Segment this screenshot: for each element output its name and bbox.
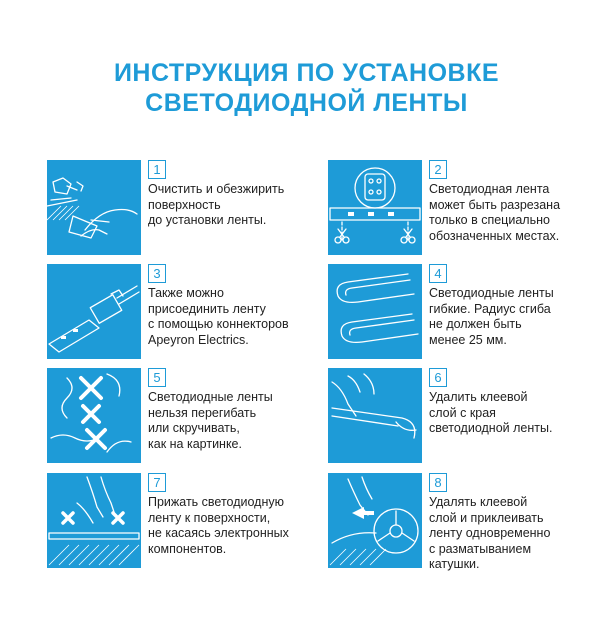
step-7 xyxy=(47,473,317,568)
step-3 xyxy=(47,264,317,359)
step-5 xyxy=(47,368,317,463)
step-text: Также можно присоединить ленту с помощью коннекторов Apeyron Electrics. xyxy=(148,286,289,347)
connector-icon xyxy=(47,264,141,359)
step-number: 7 xyxy=(148,473,166,492)
press-strip-icon xyxy=(47,473,141,568)
step-8 xyxy=(328,473,598,571)
step-number: 2 xyxy=(429,160,447,179)
step-2 xyxy=(328,160,598,255)
cut-marks-icon xyxy=(328,160,422,255)
no-twist-icon xyxy=(47,368,141,463)
step-number: 1 xyxy=(148,160,166,179)
step-text: Светодиодная лента может быть разрезана только в специально обозначенных местах. xyxy=(429,182,561,243)
step-number: 6 xyxy=(429,368,447,387)
step-1 xyxy=(47,160,317,255)
step-text: Очистить и обезжирить поверхность до установки ленты. xyxy=(148,182,285,227)
step-number: 3 xyxy=(148,264,166,283)
unwind-reel-icon xyxy=(328,473,422,568)
page-title-line-1: ИНСТРУКЦИЯ ПО УСТАНОВКЕ xyxy=(113,59,500,87)
step-number: 4 xyxy=(429,264,447,283)
clean-surface-icon xyxy=(47,160,141,255)
step-text: Светодиодные ленты нельзя перегибать или скручивать, как на картинке. xyxy=(148,390,273,451)
step-text: Прижать светодиодную ленту к поверхности, не касаясь электронных компонентов. xyxy=(148,495,289,556)
page-title xyxy=(0,58,613,118)
step-number: 8 xyxy=(429,473,447,492)
step-text: Удалить клеевой слой с края светодиодной ленты. xyxy=(429,390,553,435)
step-4 xyxy=(328,264,598,359)
step-text: Светодиодные ленты гибкие. Радиус сгиба не должен быть менее 25 мм. xyxy=(429,286,554,347)
peel-adhesive-icon xyxy=(328,368,422,463)
step-6 xyxy=(328,368,598,463)
page-title-line-2: СВЕТОДИОДНОЙ ЛЕНТЫ xyxy=(145,89,468,117)
step-number: 5 xyxy=(148,368,166,387)
step-text: Удалять клеевой слой и приклеивать ленту одновременно с разматыванием катушки. xyxy=(429,495,551,571)
bend-radius-icon xyxy=(328,264,422,359)
